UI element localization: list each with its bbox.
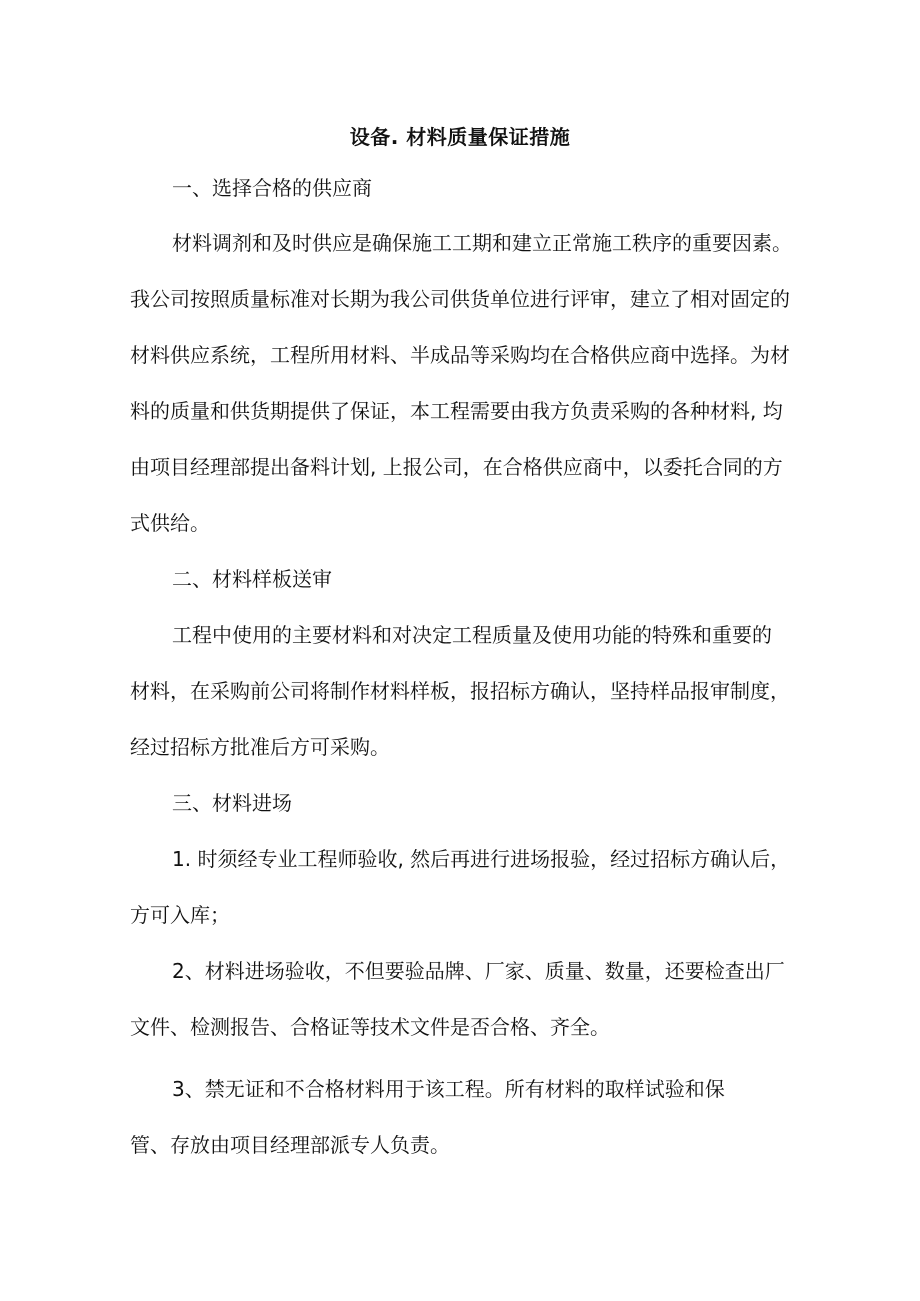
list-item-line: 3、禁无证和不合格材料用于该工程。所有材料的取样试验和保 [172, 1077, 725, 1101]
list-item-line: 管、存放由项目经理部派专人负责。 [130, 1133, 450, 1157]
paragraph-line: 工程中使用的主要材料和对决定工程质量及使用功能的特殊和重要的 [172, 623, 772, 647]
section-heading-1: 一、选择合格的供应商 [172, 176, 372, 200]
section-heading-3: 三、材料进场 [172, 791, 292, 815]
paragraph-line: 材料，在采购前公司将制作材料样板，报招标方确认，坚持样品报审制度， [130, 679, 790, 703]
document-title: 设备. 材料质量保证措施 [349, 125, 571, 149]
list-item-line: 1. 时须经专业工程师验收, 然后再进行进场报验，经过招标方确认后， [172, 847, 791, 871]
section-heading-2: 二、材料样板送审 [172, 567, 332, 591]
paragraph-line: 料的质量和供货期提供了保证，本工程需要由我方负责采购的各种材料, 均 [130, 399, 783, 423]
paragraph-line: 材料调剂和及时供应是确保施工工期和建立正常施工秩序的重要因素。 [172, 231, 792, 255]
paragraph-line: 由项目经理部提出备料计划, 上报公司，在合格供应商中，以委托合同的方 [130, 455, 783, 479]
list-item-line: 文件、检测报告、合格证等技术文件是否合格、齐全。 [130, 1015, 610, 1039]
list-item-line: 2、材料进场验收，不但要验品牌、厂家、质量、数量，还要检查出厂 [172, 959, 785, 983]
list-item-line: 方可入库； [130, 903, 230, 927]
paragraph-line: 我公司按照质量标准对长期为我公司供货单位进行评审，建立了相对固定的 [130, 287, 790, 311]
paragraph-line: 经过招标方批准后方可采购。 [130, 735, 390, 759]
paragraph-line: 式供给。 [130, 511, 210, 535]
paragraph-line: 材料供应系统，工程所用材料、半成品等采购均在合格供应商中选择。为材 [130, 343, 790, 367]
